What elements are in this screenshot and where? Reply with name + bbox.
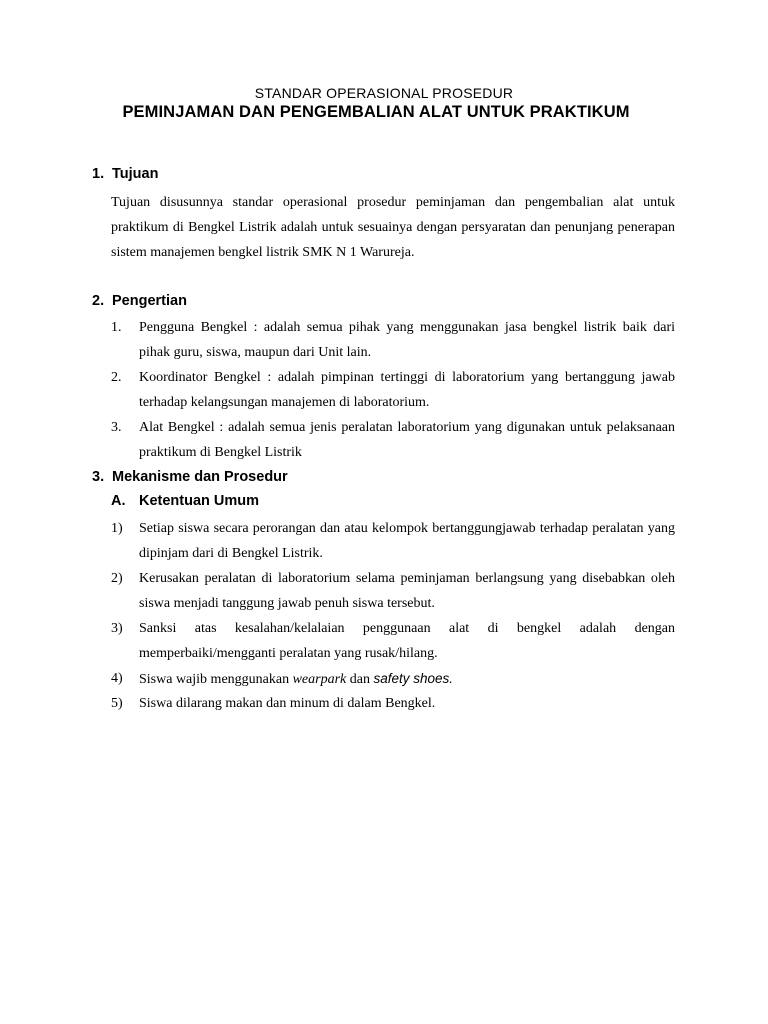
list-item <box>111 365 675 415</box>
subsection-number: A. <box>111 493 126 509</box>
list-item-text: Pengguna Bengkel : adalah semua pihak yang menggunakan jasa bengkel listrik baik dari pihak guru, siswa, maupun dari Unit lain. <box>139 320 675 360</box>
list-item-text: Siswa dilarang makan dan minum di dalam Bengkel. <box>139 696 436 711</box>
list-item-number: 4) <box>111 671 123 686</box>
section-title: Pengertian <box>112 293 187 309</box>
list-item-text-italic: wearpark <box>292 672 347 687</box>
document-title-line-2: PEMINJAMAN DAN PENGEMBALIAN ALAT UNTUK PRAKTIKUM <box>122 103 630 121</box>
list-item-number: 2. <box>111 370 122 385</box>
list-item <box>111 666 675 692</box>
list-item-text: Sanksi atas kesalahan/kelalaian penggunaan alat di bengkel adalah dengan memperbaiki/mengganti peralatan yang rusak/hilang. <box>139 621 675 661</box>
list-item <box>111 415 675 465</box>
subsection-heading-ketentuan-umum <box>111 493 259 509</box>
subsection-title: Ketentuan Umum <box>139 493 260 509</box>
document-title-line-1: STANDAR OPERASIONAL PROSEDUR <box>254 85 514 101</box>
list-item <box>111 616 675 666</box>
section-heading-tujuan <box>92 166 158 182</box>
list-item-number: 2) <box>111 571 123 586</box>
list-item-number: 3) <box>111 621 123 636</box>
list-item-text-segment: Siswa wajib menggunakan <box>139 672 293 687</box>
list-item-text: Kerusakan peralatan di laboratorium selama peminjaman berlangsung yang disebabkan oleh siswa menjadi tanggung jawab penuh siswa tersebut. <box>139 571 675 611</box>
list-item <box>111 315 675 365</box>
list-item-text: Setiap siswa secara perorangan dan atau kelompok bertanggungjawab terhadap peralatan yang dipinjam dari di Bengkel Listrik. <box>139 521 675 561</box>
section-heading-mekanisme <box>92 469 288 485</box>
list-item-number: 5) <box>111 696 123 711</box>
list-item-number: 3. <box>111 420 122 435</box>
tujuan-paragraph: Tujuan disusunnya standar operasional prosedur peminjaman dan pengembalian alat untuk praktikum di Bengkel Listrik adalah untuk sesuainya dengan persyaratan dan penunjang penerapan sistem manajemen bengkel listrik SMK N 1 Warureja. <box>111 195 675 260</box>
list-item <box>111 566 675 616</box>
list-item-number: 1) <box>111 521 123 536</box>
list-item-number: 1. <box>111 320 122 335</box>
list-item-text: Koordinator Bengkel : adalah pimpinan tertinggi di laboratorium yang bertanggung jawab terhadap kelangsungan manajemen di laboratorium. <box>139 370 675 410</box>
list-item-text <box>139 666 675 692</box>
list-item-text-italic: safety shoes. <box>373 671 454 686</box>
list-item <box>111 516 675 566</box>
list-item-text: Alat Bengkel : adalah semua jenis peralatan laboratorium yang digunakan untuk pelaksanaan praktikum di Bengkel Listrik <box>139 420 675 460</box>
section-number: 2. <box>92 293 105 309</box>
list-item-text-segment: dan <box>346 672 374 687</box>
section-title: Mekanisme dan Prosedur <box>112 469 288 485</box>
section-number: 1. <box>92 166 105 182</box>
section-title: Tujuan <box>112 166 159 182</box>
list-item <box>111 691 675 716</box>
section-number: 3. <box>92 469 105 485</box>
section-heading-pengertian <box>92 293 187 309</box>
